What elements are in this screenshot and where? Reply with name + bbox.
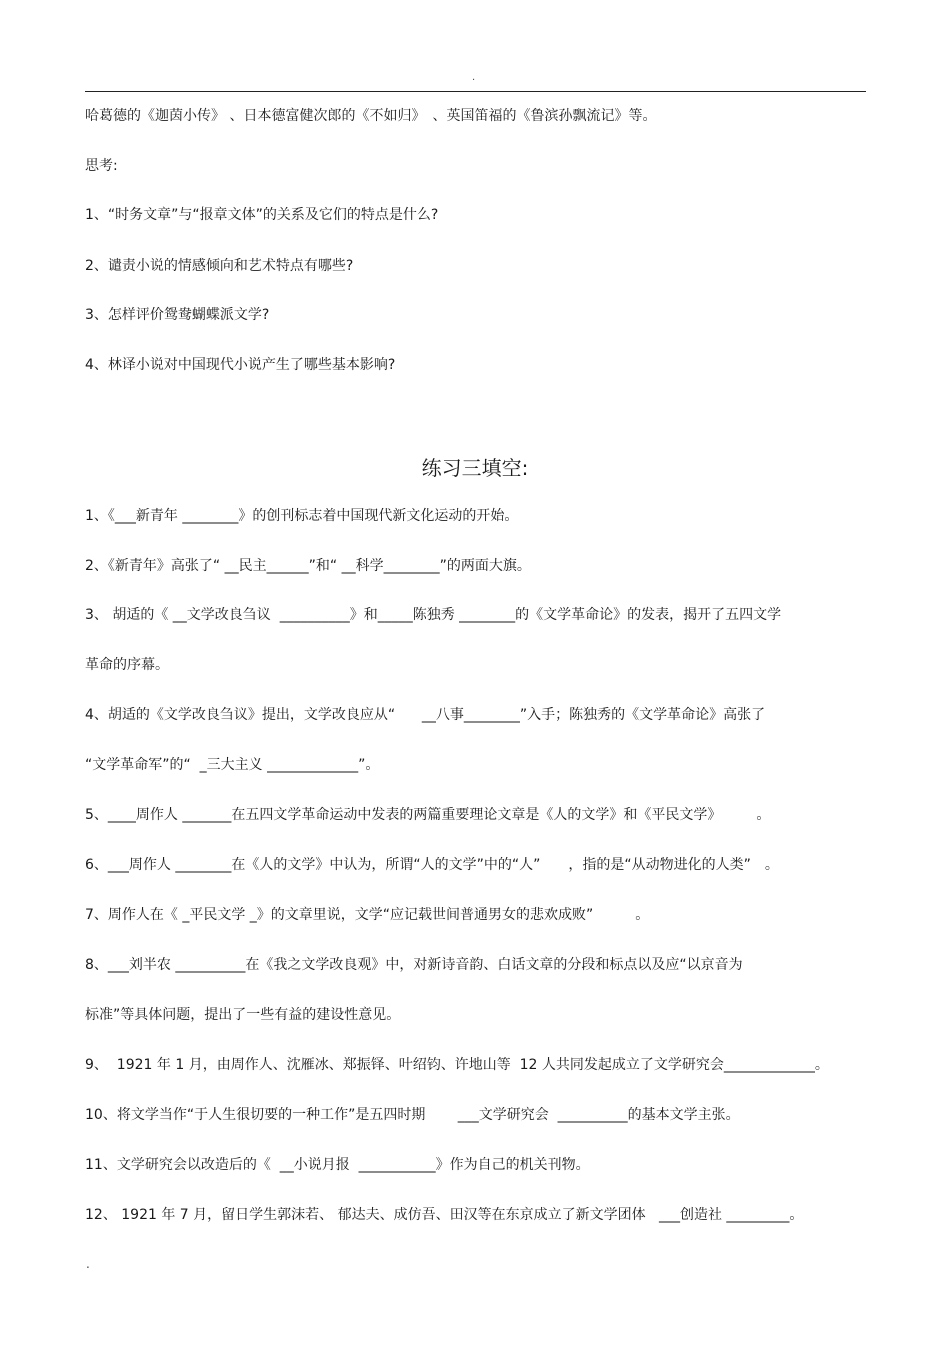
exercise-4: 4、胡适的《文学改良刍议》提出，文学改良应从“ __八事________”入手；陈独秀的《文学革命论》高张了 (85, 707, 766, 723)
exercise-8-cont: 标准”等具体问题，提出了一些有益的建设性意见。 (85, 1007, 401, 1023)
header-mark: . (472, 72, 476, 83)
question-1: 1、“时务文章”与“报章文体”的关系及它们的特点是什么? (85, 207, 439, 223)
exercise-4-cont: “文学革命军”的“ _三大主义 _____________”。 (85, 757, 380, 773)
section-title: 练习三填空: (421, 456, 529, 480)
exercise-9: 9、 1921 年 1 月，由周作人、沈雁冰、郑振铎、叶绍钧、许地山等 12 人共同发起成立了文学研究会_____________。 (85, 1057, 829, 1073)
exercise-2: 2、《新青年》高张了“ __民主______”和“ __科学________”的两面大旗。 (85, 558, 531, 574)
question-4: 4、林译小说对中国现代小说产生了哪些基本影响? (85, 357, 396, 373)
exercise-5: 5、____周作人 _______在五四文学革命运动中发表的两篇重要理论文章是《人的文学》和《平民文学》 。 (85, 807, 771, 823)
question-3: 3、怎样评价鸳鸯蝴蝶派文学? (85, 307, 270, 323)
exercise-12: 12、 1921 年 7 月，留日学生郭沫若、 郁达夫、成仿吾、田汉等在东京成立了新文学团体 ___创造社 _________。 (85, 1207, 804, 1223)
exercise-1: 1、《___新青年 ________》的创刊标志着中国现代新文化运动的开始。 (85, 508, 519, 524)
exercise-7: 7、周作人在《 _平民文学 _》的文章里说，文学“应记载世间普通男女的悲欢成败” 。 (85, 907, 650, 923)
exercise-11: 11、文学研究会以改造后的《 __小说月报 ___________》作为自己的机关刊物。 (85, 1157, 590, 1173)
header-rule (85, 91, 866, 92)
question-2: 2、谴责小说的情感倾向和艺术特点有哪些? (85, 258, 354, 274)
exercise-6: 6、___周作人 ________在《人的文学》中认为，所谓“人的文学”中的“人” ，指的是“从动物进化的人类” 。 (85, 857, 779, 873)
intro-line: 哈葛德的《迦茵小传》 、日本德富健次郎的《不如归》 、英国笛福的《鲁滨孙飘流记》等。 (85, 108, 657, 124)
exercise-3-cont: 革命的序幕。 (85, 657, 169, 673)
exercise-8: 8、___刘半农 __________在《我之文学改良观》中，对新诗音韵、白话文章的分段和标点以及应“以京音为 (85, 957, 743, 973)
footer-mark: . (86, 1257, 90, 1271)
exercise-10: 10、将文学当作“于人生很切要的一种工作”是五四时期 ___文学研究会 __________的基本文学主张。 (85, 1107, 740, 1123)
think-label: 思考: (85, 158, 118, 174)
exercise-3: 3、 胡适的《 __文学改良刍议 __________》和_____陈独秀 ________的《文学革命论》的发表，揭开了五四文学 (85, 607, 782, 623)
